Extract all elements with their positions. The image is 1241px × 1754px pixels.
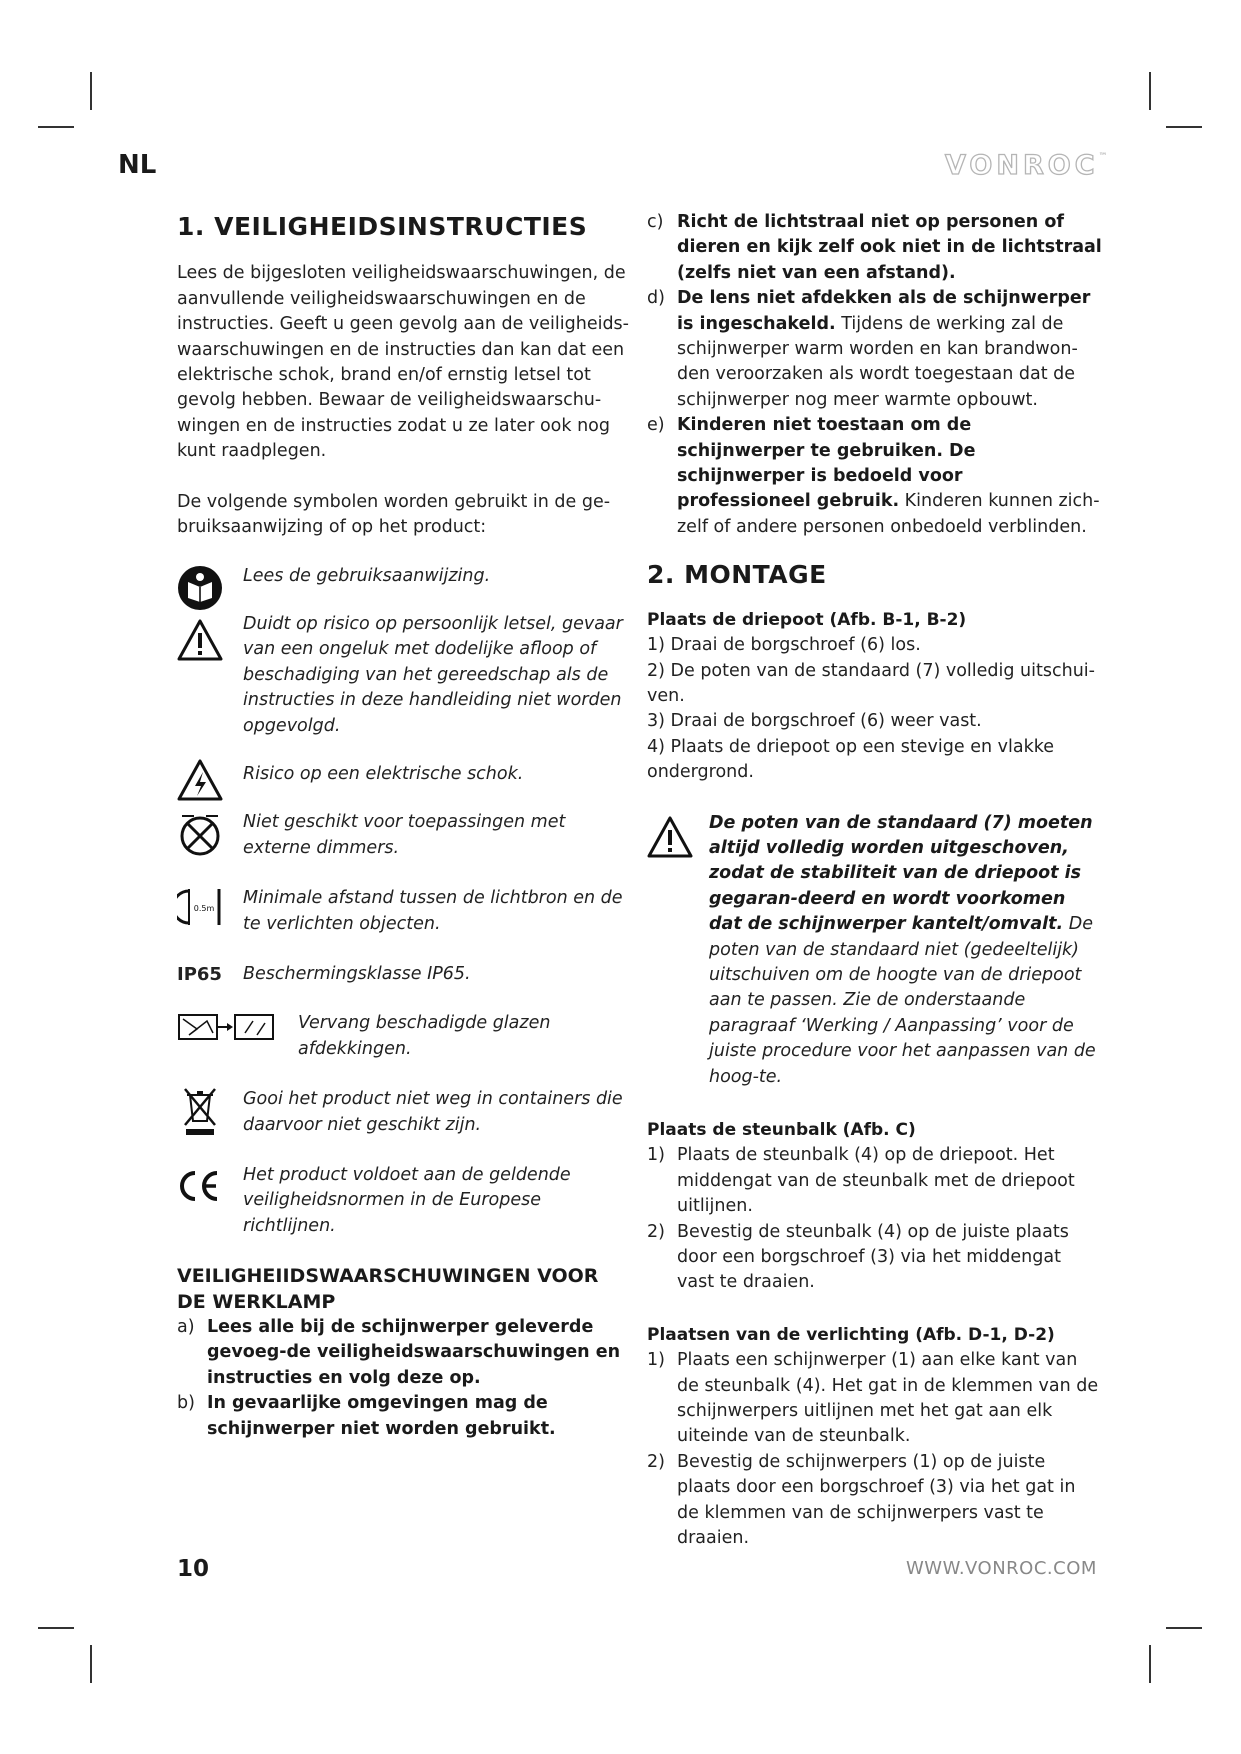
tripod-step: 1) Draai de borgschroef (6) los. <box>647 635 921 656</box>
step-marker: 1) <box>647 1145 665 1166</box>
support-heading: Plaats de steunbalk (Afb. C) <box>647 1120 916 1140</box>
safety-item <box>177 1315 632 1391</box>
lights-heading: Plaatsen van de verlichting (Afb. D-1, D-2) <box>647 1324 1055 1345</box>
symbol-row <box>177 1011 632 1062</box>
min-distance-label: 0.5m <box>193 904 215 914</box>
ce-mark-icon <box>177 1169 223 1211</box>
symbol-row <box>177 886 632 937</box>
safety-item <box>647 413 1102 540</box>
safety-item <box>647 286 1102 413</box>
crop-mark <box>1166 126 1202 128</box>
crop-mark <box>1166 1627 1202 1629</box>
item-bold-text: Kinderen niet toestaan om de schijnwerper te gebruiken. De schijnwerper is bedoeld voor professioneel gebruik. <box>677 415 976 512</box>
symbol-text: Beschermingsklasse IP65. <box>243 963 471 984</box>
item-marker: d) <box>647 288 665 309</box>
symbol-row <box>177 962 632 987</box>
left-column <box>177 210 632 1442</box>
symbol-row <box>177 762 632 787</box>
crop-mark <box>38 126 74 128</box>
crop-mark <box>38 1627 74 1629</box>
symbol-text: Niet geschikt voor toepassingen met externe dimmers. <box>243 812 566 858</box>
symbols-intro: De volgende symbolen worden gebruikt in de ge-bruiksaanwijzing of op het product: <box>177 491 611 538</box>
step-text: Bevestig de schijnwerpers (1) op de juiste plaats door een borgschroef (3) via het gat in de klemmen van de schijnwerpers vast te draaien. <box>677 1451 1076 1549</box>
item-text: Kinderen kunnen zich-zelf of andere personen onbedoeld verblinden. <box>677 491 1100 537</box>
crop-mark <box>1149 1645 1151 1683</box>
symbol-text: Lees de gebruiksaanwijzing. <box>243 566 491 587</box>
brand-logo: VONROC™ <box>945 150 1108 181</box>
crop-mark <box>1149 72 1151 110</box>
step-marker: 2) <box>647 1221 665 1242</box>
tripod-warning <box>647 811 1102 1090</box>
section2-title: 2. MONTAGE <box>647 560 827 590</box>
warning-bold-text: De poten van de standaard (7) moeten altijd volledig worden uitgeschoven, zodat de stabiliteit van de driepoot is gegaran-deerd en wordt voorkomen dat de schijnwerper kantelt/omvalt. <box>709 812 1093 935</box>
website-url: WWW.VONROC.COM <box>906 1558 1097 1579</box>
symbol-row <box>177 612 632 739</box>
warning-text: De poten van de standaard niet (gedeeltelijk) uitschuiven om de hoogte van de driepoot aan te passen. Zie de onderstaande paragraaf ‘Werking / Aanpassing’ voor de juiste procedure voor het aanpassen van de hoog-te. <box>709 914 1096 1087</box>
step-marker: 2) <box>647 1451 665 1472</box>
symbol-text: Gooi het product niet weg in containers die daarvoor niet geschikt zijn. <box>243 1089 623 1135</box>
support-step <box>647 1220 1102 1296</box>
step-marker: 1) <box>647 1350 665 1371</box>
symbol-row <box>177 810 632 861</box>
symbol-text: Het product voldoet aan de geldende veiligheidsnormen in de Europese richtlijnen. <box>243 1164 571 1236</box>
step-text: Plaats een schijnwerper (1) aan elke kant van de steunbalk (4). Het gat in de klemmen van de schijnwerpers uitlijnen met het gat aan elk uiteinde van de steunbalk. <box>677 1350 1099 1447</box>
lights-step <box>647 1348 1102 1450</box>
symbol-text: Risico op een elektrische schok. <box>243 763 524 784</box>
tripod-step: 3) Draai de borgschroef (6) weer vast. <box>647 711 982 732</box>
no-dimmer-icon <box>177 812 223 866</box>
replace-glass-icon <box>177 1011 277 1051</box>
item-bold-text: Richt de lichtstraal niet op personen of dieren en kijk zelf ook niet in de lichtstraal (zelfs niet van een afstand). <box>677 212 1102 283</box>
step-text: Bevestig de steunbalk (4) op de juiste plaats door een borgschroef (3) via het middengat vast te draaien. <box>677 1221 1069 1293</box>
item-marker: c) <box>647 212 664 232</box>
support-step <box>647 1143 1102 1219</box>
step-text: Plaats de steunbalk (4) op de driepoot. Het middengat van de steunbalk met de driepoot uitlijnen. <box>677 1145 1075 1217</box>
page-number: 10 <box>177 1556 210 1582</box>
item-text: Tijdens de werking zal de schijnwerper warm worden en kan brandwon-den veroorzaken als wordt toegestaan dat de schijnwerper nog meer warmte opbouwt. <box>677 313 1078 410</box>
right-column <box>647 210 1102 1552</box>
warning-icon <box>177 618 223 670</box>
min-distance-icon <box>177 885 223 937</box>
ip65-label: IP65 <box>177 963 222 985</box>
item-marker: b) <box>177 1393 195 1414</box>
crop-mark <box>90 72 92 110</box>
safety-item <box>177 1391 632 1442</box>
symbol-row <box>177 1163 632 1239</box>
crop-mark <box>90 1645 92 1683</box>
warning-icon <box>647 815 693 867</box>
symbol-text: Vervang beschadigde glazen afdekkingen. <box>298 1013 551 1059</box>
symbol-text: Duidt op risico op persoonlijk letsel, gevaar van een ongeluk met dodelijke afloop of beschadiging van het gereedschap als de instructies in deze handleiding niet worden opgevolgd. <box>243 613 623 736</box>
tripod-step: 2) De poten van de standaard (7) volledig uitschui-ven. <box>647 660 1095 706</box>
symbol-row <box>177 1087 632 1138</box>
symbol-row <box>177 564 632 589</box>
safety-warnings-heading: VEILIGHEIIDSWAARSCHUWINGEN VOOR DE WERKLAMP <box>177 1265 599 1313</box>
tripod-heading: Plaats de driepoot (Afb. B-1, B-2) <box>647 609 967 630</box>
tripod-step: 4) Plaats de driepoot op een stevige en vlakke ondergrond. <box>647 736 1054 783</box>
electric-shock-icon <box>177 758 223 810</box>
item-bold-text: De lens niet afdekken als de schijnwerper is ingeschakeld. <box>677 288 1091 334</box>
lights-step <box>647 1450 1102 1552</box>
item-bold-text: Lees alle bij de schijnwerper geleverde gevoeg-de veiligheidswaarschuwingen en instructies en volg deze op. <box>207 1317 621 1388</box>
section1-intro: Lees de bijgesloten veiligheidswaarschuwingen, de aanvullende veiligheidswaarschuwingen en de instructies. Geeft u geen gevolg aan de veiligheids-waarschuwingen en de instructies dan kan dat een elektrische schok, brand en/of ernstig letsel tot gevolg hebben. Bewaar de veiligheidswaarschu-wingen en de instructies zodat u ze later ook nog kunt raadplegen. <box>177 263 629 462</box>
section1-title: 1. VEILIGHEIDSINSTRUCTIES <box>177 212 588 241</box>
item-marker: a) <box>177 1317 195 1337</box>
safety-item <box>647 210 1102 286</box>
language-label: NL <box>118 150 157 180</box>
brand-logo-text: VONROC <box>945 150 1099 181</box>
item-bold-text: In gevaarlijke omgevingen mag de schijnwerper niet worden gebruikt. <box>207 1393 556 1439</box>
weee-bin-icon <box>177 1085 223 1145</box>
symbol-text: Minimale afstand tussen de lichtbron en de te verlichten objecten. <box>243 888 623 934</box>
item-marker: e) <box>647 415 665 436</box>
